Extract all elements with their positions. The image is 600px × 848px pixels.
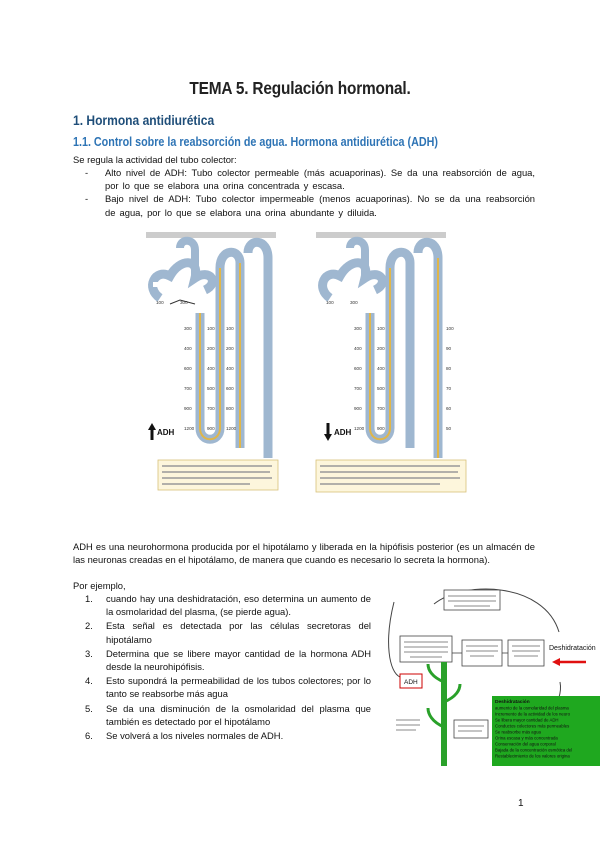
svg-text:900: 900 bbox=[184, 406, 192, 411]
svg-text:Conservación del agua corporal: Conservación del agua corporal bbox=[495, 741, 556, 747]
svg-text:300: 300 bbox=[180, 300, 188, 305]
list-item: 1. cuando hay una deshidratación, eso determina un aumento de la osmolaridad del plasma, (se pierde agua). bbox=[85, 593, 371, 618]
intro-text: Se regula la actividad del tubo colector: bbox=[73, 154, 237, 165]
svg-text:1200: 1200 bbox=[226, 426, 237, 431]
svg-text:200: 200 bbox=[226, 346, 234, 351]
svg-text:200: 200 bbox=[377, 346, 385, 351]
svg-text:90: 90 bbox=[446, 346, 452, 351]
svg-text:300: 300 bbox=[354, 326, 362, 331]
svg-text:400: 400 bbox=[207, 366, 215, 371]
adh-low-label: ADH bbox=[334, 428, 352, 437]
svg-text:100: 100 bbox=[377, 326, 385, 331]
svg-text:500: 500 bbox=[377, 386, 385, 391]
svg-text:Restablecimiento de los valore: Restablecimiento de los valores origina bbox=[495, 753, 570, 759]
svg-text:900: 900 bbox=[354, 406, 362, 411]
svg-text:100: 100 bbox=[326, 300, 334, 305]
adh-paragraph: ADH es una neurohormona producida por el hipotálamo y liberada en la hipófisis posterior (es un almacén de las neuronas creadas en el hipotálamo, de manera que cuando es necesario lo secreta la hormona). bbox=[73, 541, 535, 566]
adh-box-label: ADH bbox=[404, 679, 418, 686]
svg-text:100: 100 bbox=[446, 326, 454, 331]
svg-text:Orina escasa y más concentrada: Orina escasa y más concentrada bbox=[495, 735, 558, 741]
svg-text:800: 800 bbox=[226, 406, 234, 411]
svg-text:Incremento de la actividad de: Incremento de la actividad de los neuro bbox=[495, 711, 571, 717]
svg-text:80: 80 bbox=[446, 366, 452, 371]
svg-text:300: 300 bbox=[350, 300, 358, 305]
svg-text:1200: 1200 bbox=[354, 426, 365, 431]
svg-text:400: 400 bbox=[226, 366, 234, 371]
list-item: 5. Se da una disminución de la osmolaridad del plasma que también es detectado por el hipotálamo bbox=[85, 702, 371, 727]
svg-text:600: 600 bbox=[354, 366, 362, 371]
subsection-heading: 1.1. Control sobre la reabsorción de agua. Hormona antidiurética (ADH) bbox=[73, 135, 438, 149]
section-heading: 1. Hormona antidiurética bbox=[73, 112, 215, 128]
svg-text:Conductos colectores más perme: Conductos colectores más permeables bbox=[495, 723, 570, 729]
adh-feedback-diagram bbox=[374, 582, 600, 766]
svg-text:Se libera mayor cantidad de AD: Se libera mayor cantidad de ADH bbox=[495, 717, 559, 723]
svg-text:Se reabsorbe más agua: Se reabsorbe más agua bbox=[495, 729, 541, 735]
svg-text:100: 100 bbox=[207, 326, 215, 331]
svg-text:100: 100 bbox=[226, 326, 234, 331]
svg-text:300: 300 bbox=[184, 326, 192, 331]
list-item: - Alto nivel de ADH: Tubo colector permeable (más acuaporinas). Se da una reabsorción de agua, por lo que se elabora una orina concentrada y escasa. bbox=[85, 167, 535, 192]
svg-text:700: 700 bbox=[184, 386, 192, 391]
list-item: - Bajo nivel de ADH: Tubo colector impermeable (menos acuaporinas). No se da una reabsorción de agua, por lo que se elabora una orina abundante y diluida. bbox=[85, 193, 535, 218]
page-number: 1 bbox=[518, 798, 524, 809]
svg-text:600: 600 bbox=[226, 386, 234, 391]
nephron-figure bbox=[140, 228, 476, 500]
list-item: 2. Esta señal es detectada por las células secretoras del hipotálamo bbox=[85, 620, 371, 645]
svg-text:400: 400 bbox=[184, 346, 192, 351]
nephron-high-adh bbox=[140, 228, 300, 498]
svg-text:400: 400 bbox=[377, 366, 385, 371]
bullet-list bbox=[85, 166, 535, 219]
svg-text:600: 600 bbox=[184, 366, 192, 371]
svg-text:1200: 1200 bbox=[184, 426, 195, 431]
svg-text:70: 70 bbox=[446, 386, 452, 391]
svg-text:700: 700 bbox=[207, 406, 215, 411]
list-item: 6. Se volverá a los niveles normales de ADH. bbox=[85, 730, 284, 742]
svg-text:50: 50 bbox=[446, 426, 452, 431]
nephron-low-adh bbox=[316, 232, 466, 492]
green-box-title: Deshidratación bbox=[495, 700, 530, 705]
list-item: 3. Determina que se libere mayor cantidad de la hormona ADH desde la neurohipófisis. bbox=[85, 647, 371, 673]
list-item: 4. Esto supondrá la permeabilidad de los tubos colectores; por lo tanto se reabsorbe más agua bbox=[85, 675, 371, 700]
svg-text:500: 500 bbox=[207, 386, 215, 391]
svg-text:aumento de la osmolaridad del: aumento de la osmolaridad del plasma bbox=[495, 705, 569, 711]
example-intro: Por ejemplo, bbox=[73, 580, 126, 591]
svg-text:700: 700 bbox=[377, 406, 385, 411]
svg-text:900: 900 bbox=[377, 426, 385, 431]
svg-text:900: 900 bbox=[207, 426, 215, 431]
svg-text:400: 400 bbox=[354, 346, 362, 351]
svg-text:200: 200 bbox=[207, 346, 215, 351]
svg-text:60: 60 bbox=[446, 406, 452, 411]
svg-text:700: 700 bbox=[354, 386, 362, 391]
steps-list bbox=[85, 592, 371, 743]
adh-high-label: ADH bbox=[157, 428, 175, 437]
svg-text:Bajada de la concentración osm: Bajada de la concentración osmótica del bbox=[495, 747, 573, 753]
page-title: TEMA 5. Regulación hormonal. bbox=[189, 78, 411, 98]
svg-text:100: 100 bbox=[156, 300, 164, 305]
dehydration-label: Deshidratación bbox=[549, 645, 596, 652]
